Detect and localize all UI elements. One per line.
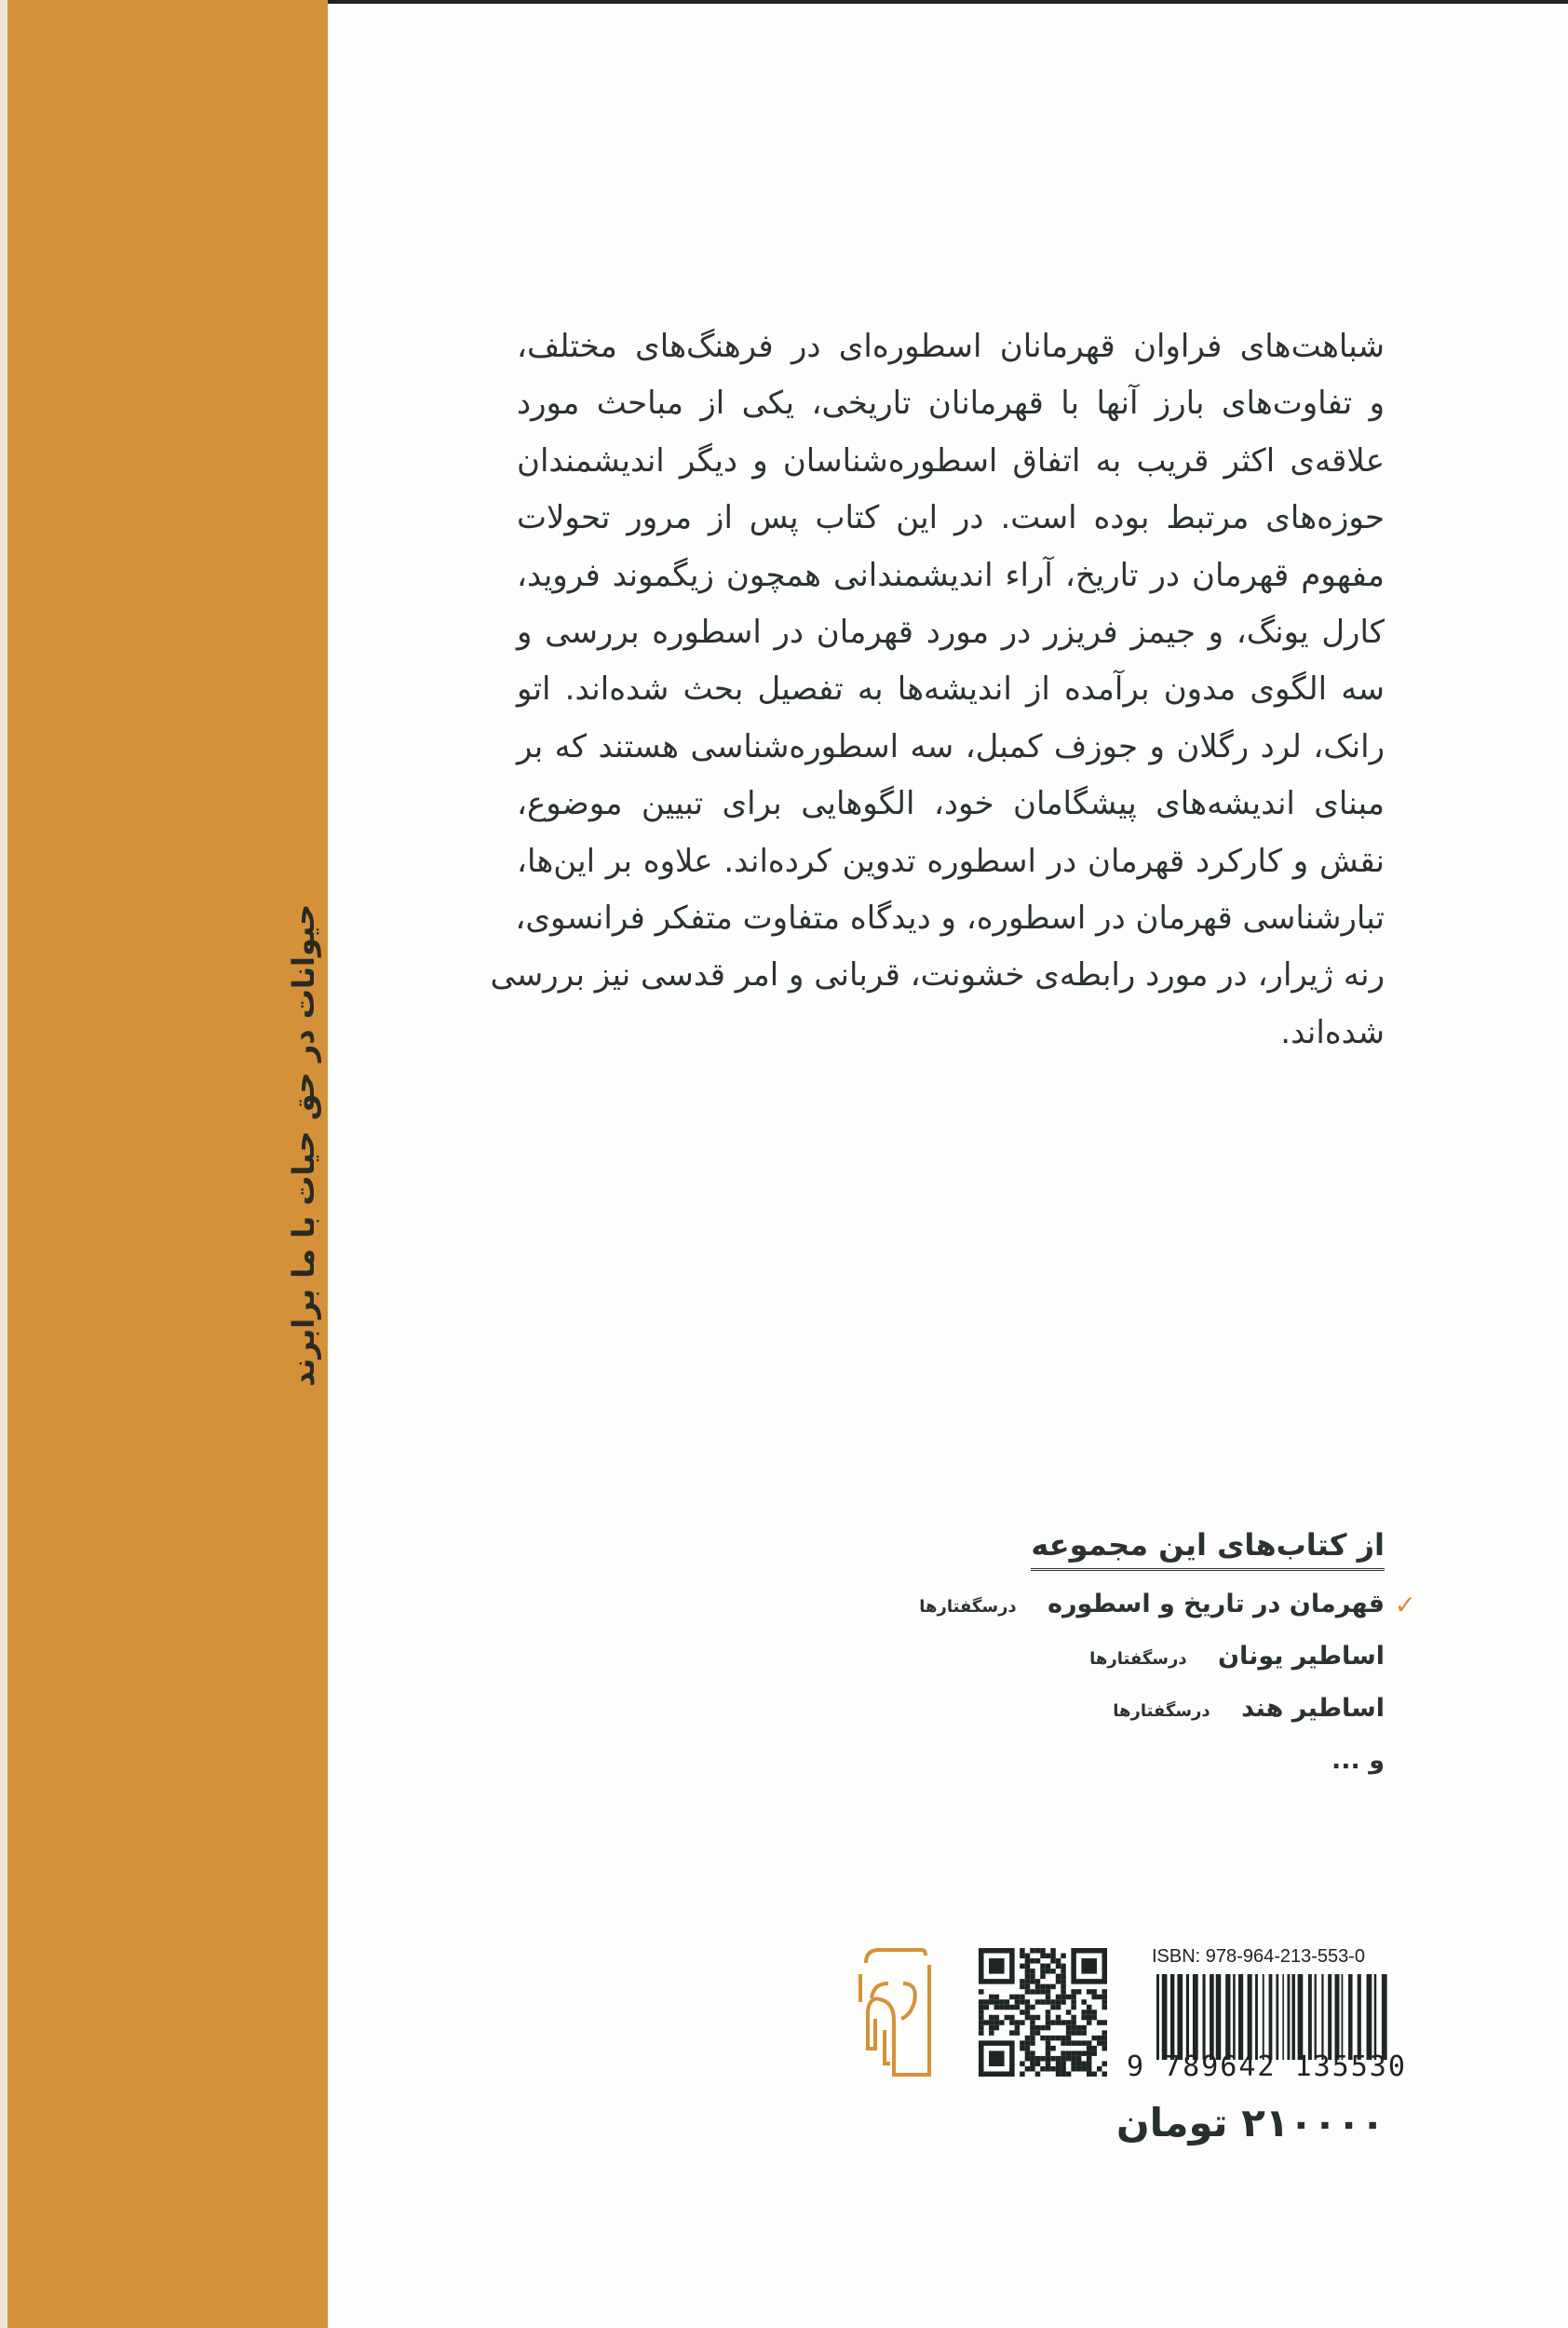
barcode-digits: 9 789642 135530 [1127,2051,1407,2083]
book-spine-strip [0,0,328,2328]
blurb-text [490,318,1385,1062]
price: ۲۱۰۰۰۰ تومان [1115,2100,1385,2145]
series-heading: از کتاب‌های این مجموعه [1031,1527,1385,1571]
blurb-line: شده‌اند. [1280,1013,1385,1051]
checkmark-icon: ✓ [1394,1590,1416,1620]
series-list [838,1527,1416,1780]
series-item-sub: درسگفتارها [1113,1701,1210,1721]
top-edge [328,0,1568,4]
blurb-line: سه الگوی مدون برآمده از اندیشه‌ها به تفصیل بحث شده‌اند. اتو [517,670,1385,709]
series-item [838,1590,1416,1623]
series-item [838,1694,1385,1727]
spine-title: حیوانات در حق حیات با ما برابرند [286,903,321,1387]
blurb-line: رنه ژیرار، در مورد رابطه‌ی خشونت، قربانی و امر قدسی نیز بررسی [490,956,1385,995]
barcode-icon [1156,1974,1387,2060]
series-item-title: قهرمان در تاریخ و اسطوره [1048,1590,1385,1618]
blurb-line: و تفاوت‌های بارز آنها با قهرمانان تاریخی، یکی از مباحث مورد [517,385,1385,423]
blurb-line: تبارشناسی قهرمان در اسطوره، و دیدگاه متفاوت متفکر فرانسوی، [515,899,1385,937]
series-item [838,1746,1385,1780]
barcode-area [857,1946,1407,2086]
blurb-line: رانک، لرد رگلان و جوزف کمبل، سه اسطوره‌شناسی هستند که بر [517,727,1385,765]
series-item-title: و ... [1331,1746,1385,1775]
publisher-logo-icon [857,1946,945,2077]
blurb-line: نقش و کارکرد قهرمان در اسطوره تدوین کرده‌اند. علاوه بر این‌ها، [517,842,1385,880]
series-item [838,1642,1385,1675]
blurb-line: علاقه‌ی اکثر قریب به اتفاق اسطوره‌شناسان و دیگر اندیشمندان [517,441,1385,480]
series-item-sub: درسگفتارها [1089,1649,1187,1669]
blurb-line: مفهوم قهرمان در تاریخ، آراء اندیشمندانی همچون زیگموند فروید، [517,556,1385,594]
blurb-line: شباهت‌های فراوان قهرمانان اسطوره‌ای در فرهنگ‌های مختلف، [517,328,1385,365]
blurb-line: کارل یونگ، و جیمز فریزر در مورد قهرمان در اسطوره بررسی و [517,613,1385,651]
series-item-title: اساطیر هند [1241,1694,1385,1723]
series-item-sub: درسگفتارها [919,1597,1017,1617]
blurb-line: مبنای اندیشه‌های پیشگامان خود، الگوهایی برای تبیین موضوع، [517,785,1385,823]
isbn-label: ISBN: 978-964-213-553-0 [1152,1946,1366,1967]
series-item-title: اساطیر یونان [1218,1642,1385,1671]
blurb-line: حوزه‌های مرتبط بوده است. در این کتاب پس از مرور تحولات [517,499,1385,537]
qr-code-icon [978,1948,1108,2077]
